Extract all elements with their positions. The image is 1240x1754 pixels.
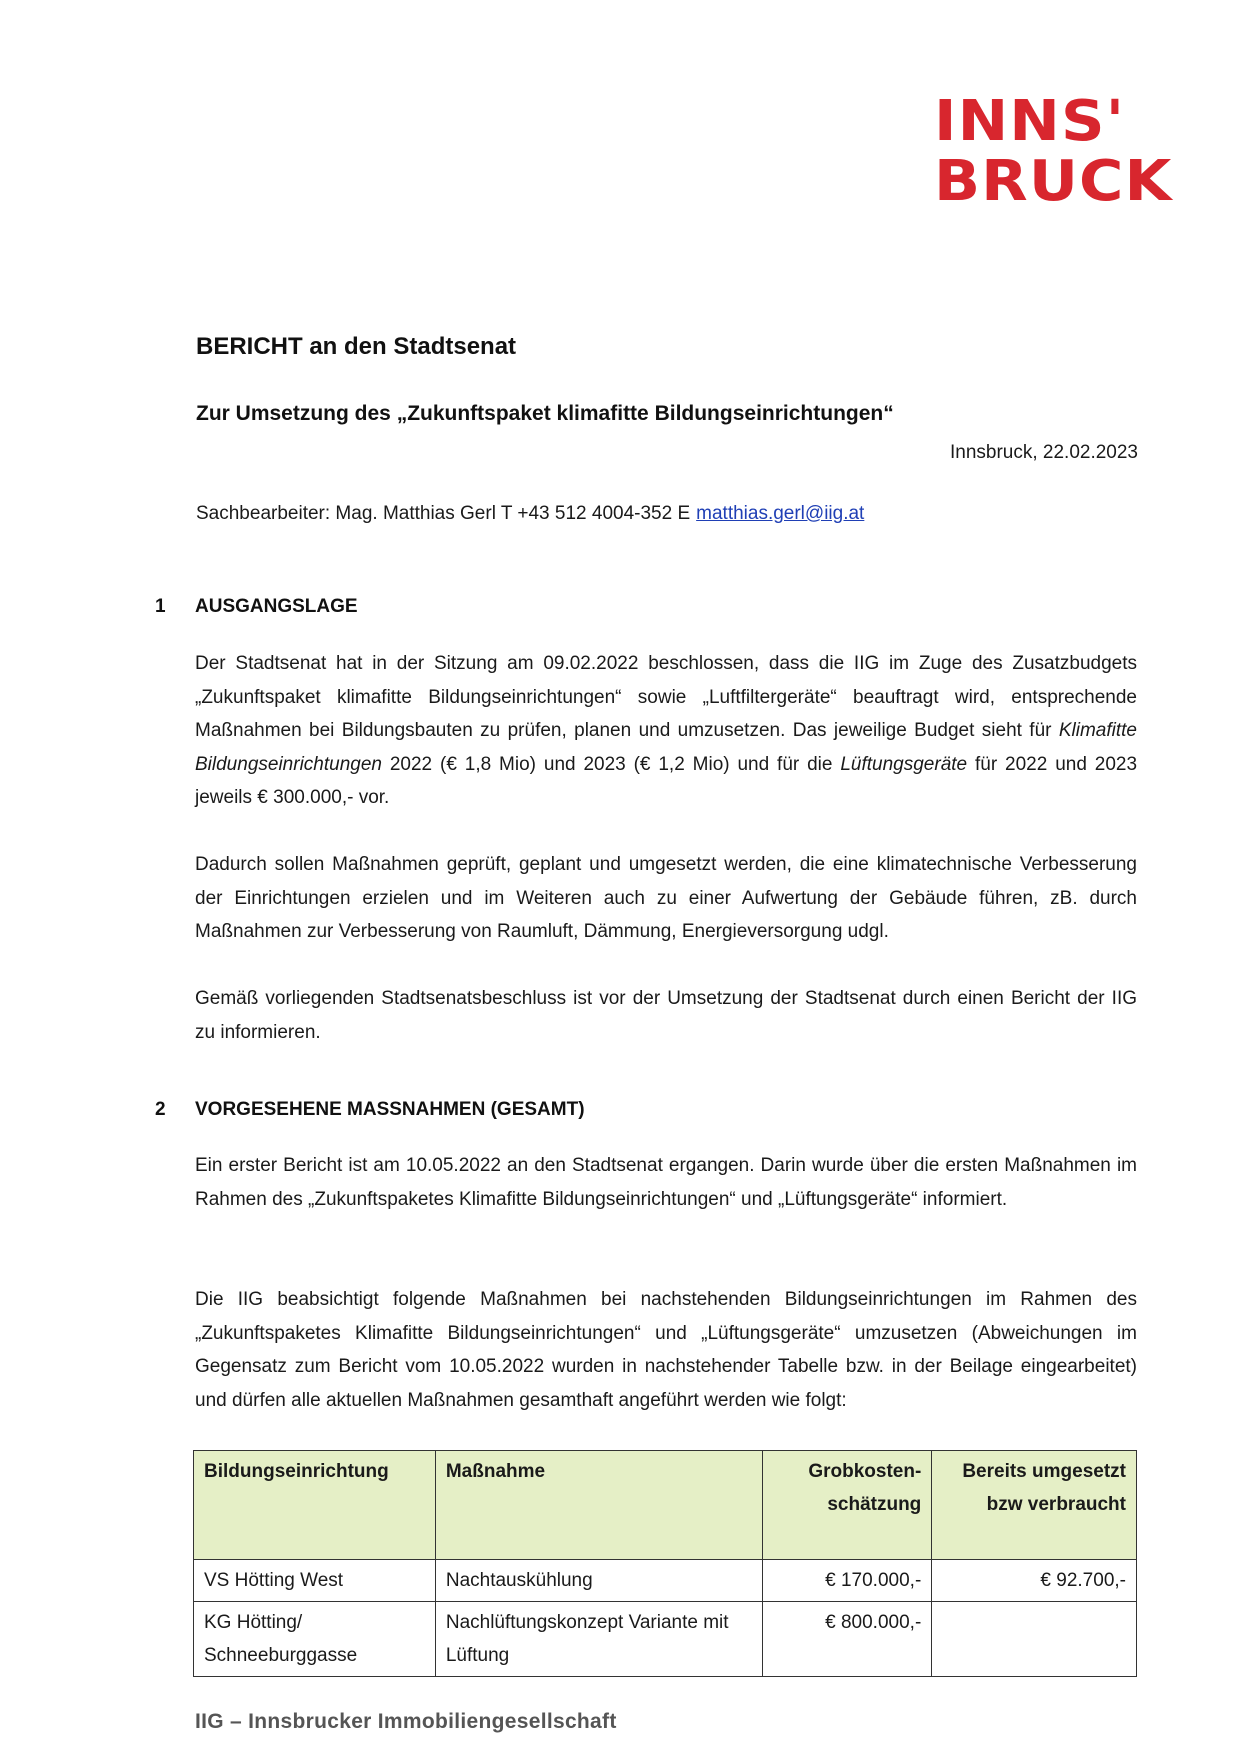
report-subtitle: Zur Umsetzung des „Zukunftspaket klimafitte Bildungseinrichtungen“	[196, 402, 894, 425]
footer-company: IIG – Innsbrucker Immobiliengesellschaft	[195, 1710, 617, 1733]
p1-text-a: Der Stadtsenat hat in der Sitzung am 09.02.2022 beschlossen, dass die IIG im Zuge des Zusatzbudgets „Zukunftspaket klimafitte Bildungseinrichtungen“ sowie „Luftfiltergeräte“ beauftragt wird, entsprechende Maßnahmen bei Bildungsbauten zu prüfen, planen und umzusetzen. Das jeweilige Budget sieht für	[195, 653, 1137, 741]
p1-italic-d: Lüftungsgeräte	[840, 753, 968, 775]
section-2-heading	[155, 1099, 585, 1121]
section-1-title: AUSGANGSLAGE	[195, 596, 358, 617]
header-bereits-umgesetzt: Bereits umgesetzt bzw verbraucht	[932, 1451, 1137, 1560]
table-row	[194, 1602, 1137, 1677]
contact-email-link[interactable]: matthias.gerl@iig.at	[696, 503, 865, 524]
measures-table	[193, 1450, 1137, 1677]
section-1-number: 1	[155, 596, 166, 617]
section-2-paragraph-2: Die IIG beabsichtigt folgende Maßnahmen bei nachstehenden Bildungseinrichtungen im Rahmen des „Zukunftspaketes Klimafitte Bildungseinrichtungen“ und „Lüftungsgeräte“ umzusetzen (Abweichungen im Gegensatz zum Bericht vom 10.05.2022 wurden in nachstehender Tabelle bzw. in der Beilage eingearbeitet) und dürfen alle aktuellen Maßnahmen gesamthaft angeführt werden wie folgt:	[195, 1289, 1137, 1411]
section-1-heading	[155, 596, 358, 618]
p1-text-c: 2022 (€ 1,8 Mio) und 2023 (€ 1,2 Mio) und für die	[389, 753, 833, 775]
cell-verbraucht	[932, 1602, 1137, 1677]
section-2-title: VORGESEHENE MASSNAHMEN (GESAMT)	[195, 1099, 585, 1120]
cell-massnahme: Nachtauskühlung	[435, 1560, 763, 1602]
table-header-row	[194, 1451, 1137, 1560]
section-1-paragraph-3: Gemäß vorliegenden Stadtsenatsbeschluss ist vor der Umsetzung der Stadtsenat durch einen Bericht der IIG zu informieren.	[195, 988, 1137, 1043]
p1-text-e: für 2022 und 2023 jeweils € 300.000,- vor.	[195, 753, 1138, 808]
header-massnahme: Maßnahme	[435, 1451, 763, 1560]
cell-einrichtung: VS Hötting West	[194, 1560, 436, 1602]
table-row	[194, 1560, 1137, 1602]
section-1-paragraph-2: Dadurch sollen Maßnahmen geprüft, geplant und umgesetzt werden, die eine klimatechnische Verbesserung der Einrichtungen erzielen und im Weiteren auch zu einer Aufwertung der Gebäude führen, zB. durch Maßnahmen zur Verbesserung von Raumluft, Dämmung, Energieversorgung udgl.	[195, 854, 1137, 942]
logo-line-1: INNS'	[934, 89, 1126, 154]
contact-text: Sachbearbeiter: Mag. Matthias Gerl T +43 512 4004-352 E	[196, 503, 691, 524]
cell-kosten: € 800.000,-	[763, 1602, 932, 1677]
report-title: BERICHT an den Stadtsenat	[196, 333, 517, 360]
cell-einrichtung: KG Hötting/ Schneeburggasse	[194, 1602, 436, 1677]
header-grobkosten: Grobkosten-schätzung	[763, 1451, 932, 1560]
report-date: Innsbruck, 22.02.2023	[949, 442, 1138, 463]
section-2-paragraph-1: Ein erster Bericht ist am 10.05.2022 an den Stadtsenat ergangen. Darin wurde über die ersten Maßnahmen im Rahmen des „Zukunftspaketes Klimafitte Bildungseinrichtungen“ und „Lüftungsgeräte“ informiert.	[195, 1155, 1137, 1210]
cell-massnahme: Nachlüftungskonzept Variante mit Lüftung	[435, 1602, 763, 1677]
innsbruck-logo	[934, 89, 1173, 214]
p1-italic-b: Klimafitte Bildungseinrichtungen	[195, 720, 1137, 775]
section-2-number: 2	[155, 1099, 166, 1120]
section-1-paragraph-1	[195, 647, 1137, 815]
cell-kosten: € 170.000,-	[763, 1560, 932, 1602]
cell-verbraucht: € 92.700,-	[932, 1560, 1137, 1602]
header-bildungseinrichtung: Bildungseinrichtung	[194, 1451, 436, 1560]
logo-line-2: BRUCK	[934, 149, 1173, 214]
contact-line	[196, 503, 864, 525]
